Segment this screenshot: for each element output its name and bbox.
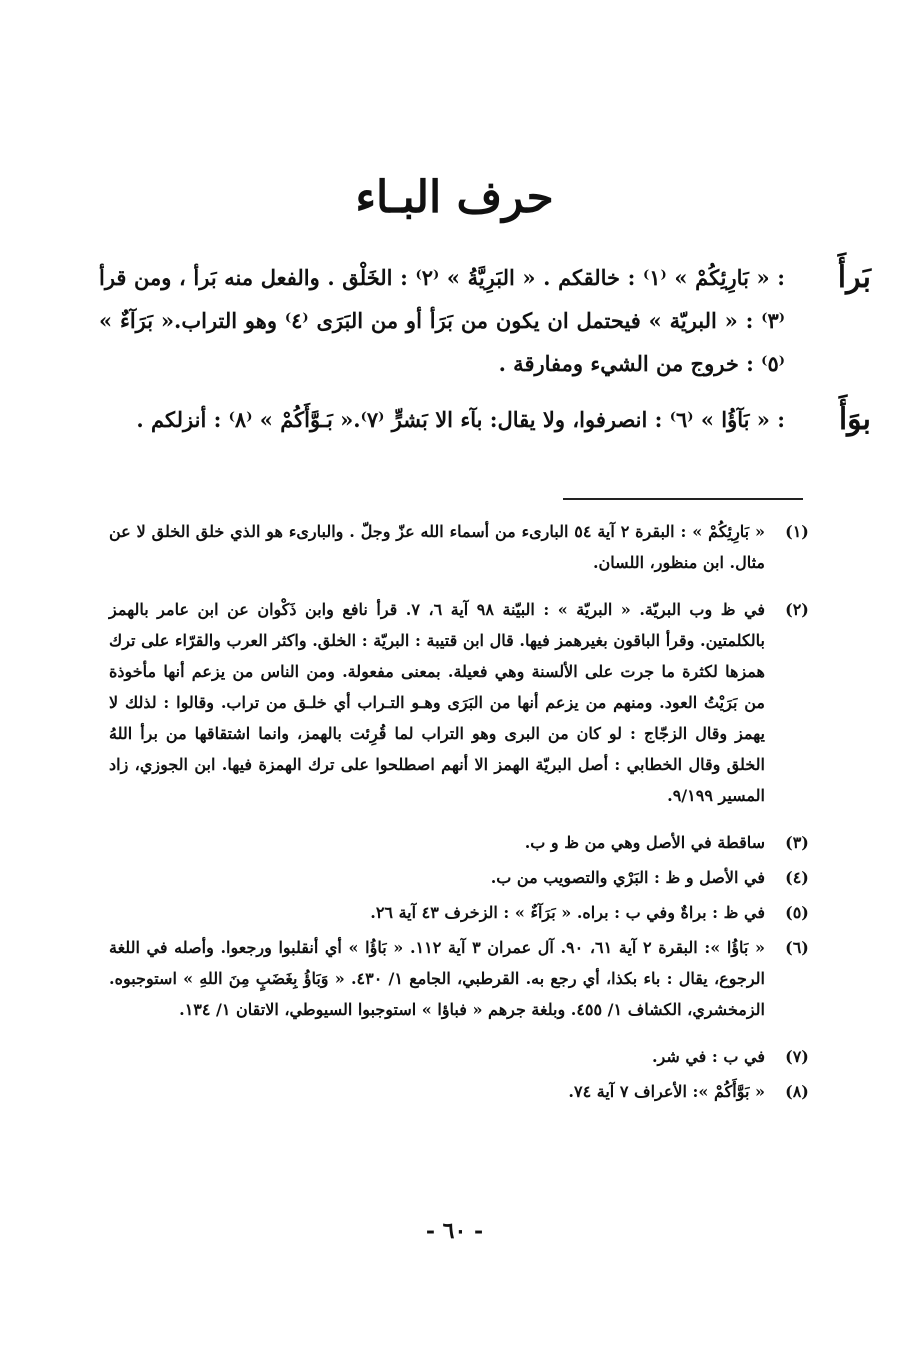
footnote (109, 594, 809, 811)
footnote (109, 827, 809, 858)
entry-bawa (99, 398, 871, 441)
footnote-text: في الأصل و ظ : البَرْي والتصويب من ب. (490, 868, 765, 887)
page-number: - ٦٠ - (425, 1218, 484, 1244)
entry-bara (99, 256, 871, 385)
footnote-text: في ظ وب البريّة. « البريّة » : البيّنة ٩٨ آية ٦، ٧. قرأ نافع وابن ذَكْوان عن ابن عامر بالهمز بالكلمتين. وقرأ الباقون بغيرهمز فيها. قال ابن قتيبة : البريّة : الخلق. واكثر العرب والقرّاء على ترك همزها لكثرة ما جرت على الألسنة وهي فعيلة. بمعنى مفعولة. ومن الناس من يزعم أنها مأخوذة من بَرَيْتُ العود. ومنهم من يزعم أنها من البَرَى وهـو التـراب أي خلـق من تراب. وقالوا : لذلك لا يهمز وقال الزجّاج : لو كان من البرى وهو التراب لما قُرِئت بالهمز، وانما اشتقاقها من برأ اللهُ الخلق وقال الخطابي : أصل البريّة الهمز الا أنهم اصطلحوا على ترك الهمزة فيها. ابن الجوزي، زاد المسير ٩/١٩٩. (109, 600, 766, 805)
footnote-text: ساقطة في الأصل وهي من ظ و ب. (524, 833, 765, 852)
footnote (109, 862, 809, 893)
footnote-text: في ظ : براةٌ وفي ب : براه. « بَرَآءٌ » : الزخرف ٤٣ آية ٢٦. (370, 903, 765, 922)
footnote-number: (٨) (785, 1082, 809, 1101)
entry-headword: بَرأَ (837, 260, 871, 295)
footnote-text: « بَارِئِكُمْ » : البقرة ٢ آية ٥٤ البارىء من أسماء الله عزّ وجلّ . والبارىء هو الذي خلق الخلق لا عن مثال. ابن منظور، اللسان. (109, 522, 766, 572)
footnote-number: (٦) (785, 938, 809, 957)
entry-definition: : « بَآؤُا » ⁽٦⁾ : انصرفوا، ولا يقال: بآء الا بَشرٍّ ⁽٧⁾.« بَـوَّأَكُمْ » ⁽٨⁾ : أنزلكم . (136, 407, 785, 432)
entry-headword: بوَأَ (838, 402, 871, 437)
footnote-number: (٣) (785, 833, 809, 852)
footnotes (109, 516, 809, 1111)
footnote-number: (٥) (785, 903, 809, 922)
footnote-number: (١) (785, 522, 809, 541)
footnote (109, 932, 809, 1025)
footnote-number: (٧) (785, 1047, 809, 1066)
footnote-text: « بَاؤُا »: البقرة ٢ آية ٦١، ٩٠. آل عمران ٣ آية ١١٢. « بَاؤُا » أي أنقلبوا ورجعوا. وأصله في اللغة الرجوع، يقال : باء بكذا، أي رجع به. القرطبي، الجامع ١/ ٤٣٠. « وَبَاؤُ بِغَضَبٍ مِنَ اللهِ » استوجبوه. الزمخشري، الكشاف ١/ ٤٥٥. وبلغة جرهم « فباؤا » استوجبوا السيوطي، الاتقان ١/ ١٣٤. (109, 938, 766, 1019)
footnote (109, 516, 809, 578)
footnote (109, 897, 809, 928)
entry-definition: : « بَارِئِكُمْ » ⁽١⁾ : خالقكم . « البَرِيَّةُ » ⁽٢⁾ : الخَلْق . والفعل منه بَرأ ، ومن قرأ ⁽٣⁾ : « البريّة » فيحتمل ان يكون من بَرَأ أو من البَرَى ⁽٤⁾ وهو التراب.« بَرَآءٌ » ⁽٥⁾ : خروج من الشيء ومفارقة . (99, 265, 786, 376)
footnote (109, 1041, 809, 1072)
footnote-number: (٤) (785, 868, 809, 887)
footnote-text: في ب : في شر. (651, 1047, 765, 1066)
footnote (109, 1076, 809, 1107)
footnote-text: « بَوَّأَكُمْ »: الأعراف ٧ آية ٧٤. (568, 1082, 765, 1101)
footnote-divider (563, 498, 803, 500)
footnote-number: (٢) (785, 600, 809, 619)
chapter-title: حرف البـاء (355, 172, 554, 223)
